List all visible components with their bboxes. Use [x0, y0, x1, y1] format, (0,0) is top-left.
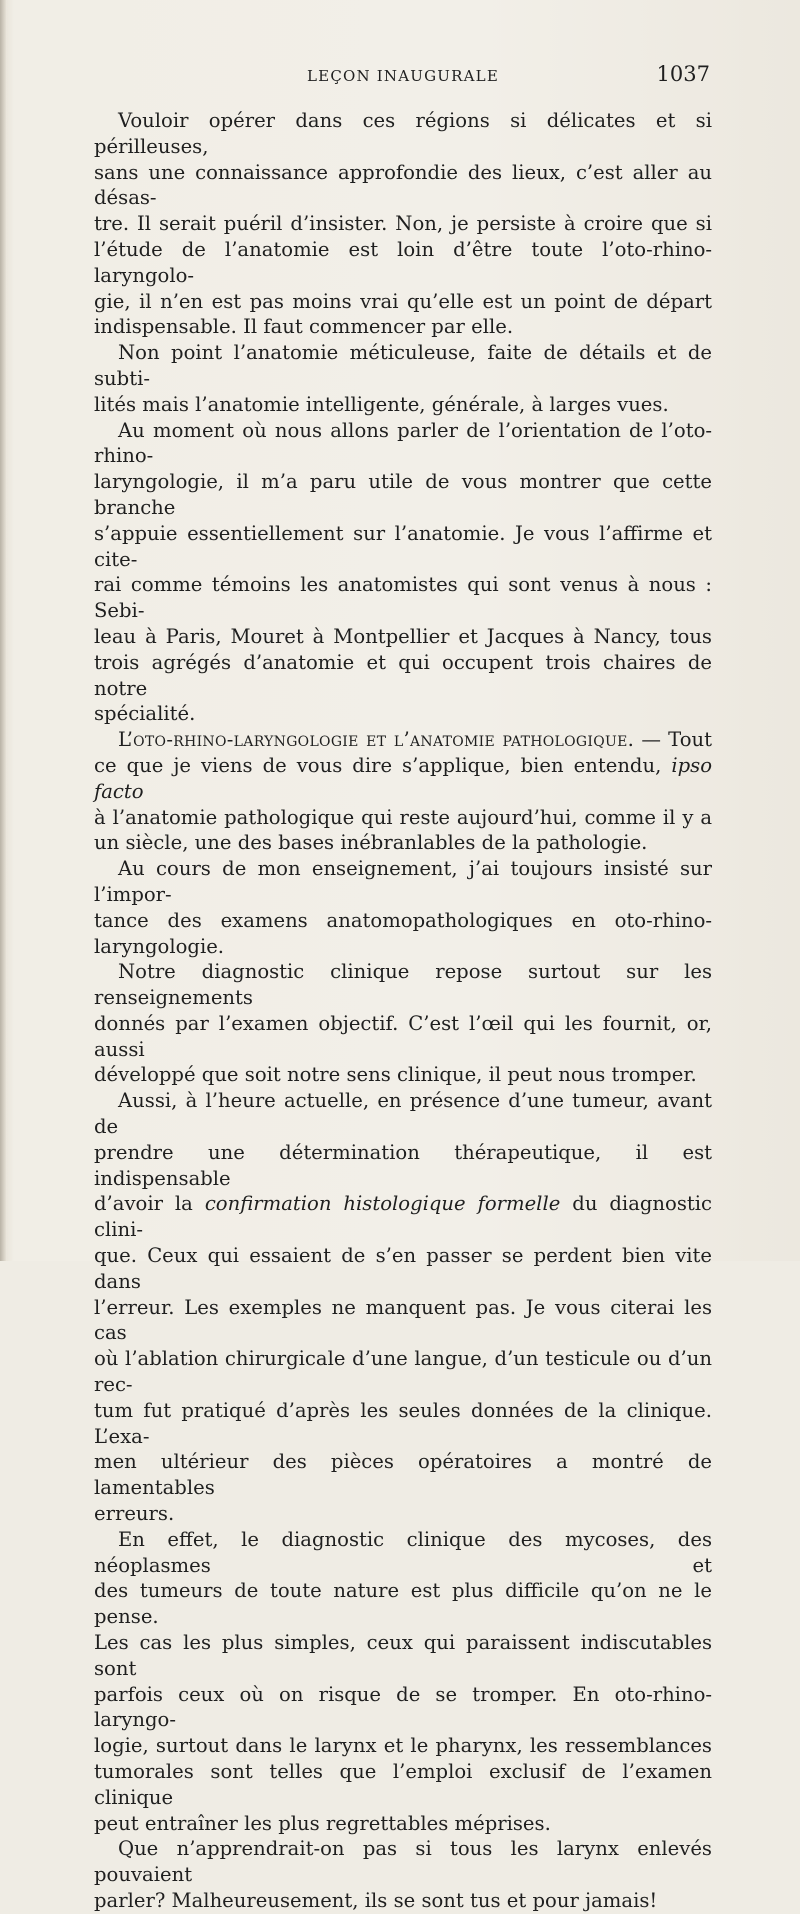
running-head: [96, 60, 710, 90]
text-line: un siècle, une des bases inébranlables de la pathologie.: [94, 831, 648, 855]
italic-phrase: confirmation histologique formelle: [204, 1192, 561, 1216]
paragraph: [94, 1088, 712, 1527]
text-line: Au moment où nous allons parler de l’orientation de l’oto-rhino-: [94, 418, 712, 468]
paragraph: [94, 340, 712, 417]
text-line: tre. Il serait puéril d’insister. Non, je persiste à croire que si: [94, 212, 712, 236]
text-line: s’appuie essentiellement sur l’anatomie. Je vous l’affirme et cite-: [94, 521, 712, 571]
text-line: sans une connaissance approfondie des lieux, c’est aller au désas-: [94, 160, 712, 210]
text-line: à l’anatomie pathologique qui reste aujourd’hui, comme il y a: [94, 805, 712, 829]
text-line: Au cours de mon enseignement, j’ai toujours insisté sur l’impor-: [94, 857, 712, 906]
text-line: Que n’apprendrait-on pas si tous les larynx enlevés pouvaient: [94, 1837, 712, 1887]
text-line: men ultérieur des pièces opératoires a montré de lamentables: [94, 1450, 712, 1500]
text-line: Les cas les plus simples, ceux qui paraissent indiscutables sont: [94, 1631, 712, 1680]
text-line: spécialité.: [94, 702, 196, 726]
text-line: laryngologie, il m’a paru utile de vous montrer que cette branche: [94, 470, 712, 519]
text-line: que. Ceux qui essaient de s’en passer se perdent bien vite dans: [94, 1244, 712, 1293]
paragraph: [94, 727, 712, 856]
text-line: erreurs.: [94, 1502, 175, 1526]
text-line: où l’ablation chirurgicale d’une langue, d’un testicule ou d’un rec-: [94, 1347, 712, 1397]
body-text: [94, 108, 712, 1914]
text-line: des tumeurs de toute nature est plus difficile qu’on ne le pense.: [94, 1579, 712, 1629]
text-line: parler? Malheureusement, ils se sont tus et pour jamais!: [94, 1888, 658, 1912]
text-line: tumorales sont telles que l’emploi exclusif de l’examen clinique: [94, 1760, 712, 1809]
heading-tail: — Tout: [634, 728, 712, 752]
text-line: lités mais l’anatomie intelligente, générale, à larges vues.: [94, 392, 669, 416]
section-heading: L’oto-rhino-laryngologie et l’anatomie pathologique.: [118, 728, 635, 752]
text-line: En effet, le diagnostic clinique des mycoses, des néoplasmes et: [94, 1527, 712, 1577]
paragraph: [94, 1836, 712, 1913]
italic-phrase: ipso facto: [94, 753, 712, 803]
page-edge: [0, 0, 6, 1261]
text-line: trois agrégés d’anatomie et qui occupent trois chaires de notre: [94, 650, 712, 700]
text-line: tance des examens anatomopathologiques en oto-rhino-laryngologie.: [94, 908, 712, 958]
text-line: développé que soit notre sens clinique, il peut nous tromper.: [94, 1063, 697, 1087]
text-line: indispensable. Il faut commencer par elle.: [94, 315, 514, 339]
paragraph: [94, 108, 712, 340]
text-line: l’erreur. Les exemples ne manquent pas. Je vous citerai les cas: [94, 1295, 712, 1345]
paragraph: [94, 418, 712, 728]
text-line: gie, il n’en est pas moins vrai qu’elle est un point de départ: [94, 289, 712, 313]
text-line: donnés par l’examen objectif. C’est l’œil qui les fournit, or, aussi: [94, 1011, 712, 1061]
page-number: 1037: [656, 62, 710, 86]
text-line: parfois ceux où on risque de se tromper. En oto-rhino-laryngo-: [94, 1682, 712, 1732]
paragraph: [94, 959, 712, 1088]
text-line: tum fut pratiqué d’après les seules données de la clinique. L’exa-: [94, 1398, 712, 1448]
text-line: logie, surtout dans le larynx et le pharynx, les ressemblances: [94, 1734, 712, 1758]
text-line: Vouloir opérer dans ces régions si délicates et si périlleuses,: [94, 109, 712, 158]
text-line: l’étude de l’anatomie est loin d’être toute l’oto-rhino-laryngolo-: [94, 237, 712, 287]
text-line: peut entraîner les plus regrettables méprises.: [94, 1811, 551, 1835]
paragraph: [94, 1527, 712, 1837]
text-line: ce que je viens de vous dire s’applique, bien entendu, ipso facto: [94, 753, 712, 803]
text-line: prendre une détermination thérapeutique, il est indispensable: [94, 1140, 712, 1190]
text-line: [94, 727, 712, 753]
text-line: d’avoir la confirmation histologique formelle du diagnostic clini-: [94, 1192, 713, 1242]
text-line: Non point l’anatomie méticuleuse, faite de détails et de subti-: [94, 341, 712, 390]
text-line: rai comme témoins les anatomistes qui sont venus à nous : Sebi-: [94, 573, 712, 623]
text-line: leau à Paris, Mouret à Montpellier et Jacques à Nancy, tous: [94, 624, 712, 648]
text-line: Notre diagnostic clinique repose surtout sur les renseignements: [94, 960, 712, 1010]
text-line: Aussi, à l’heure actuelle, en présence d’une tumeur, avant de: [94, 1089, 712, 1139]
running-title: LEÇON INAUGURALE: [307, 67, 499, 85]
paragraph: [94, 856, 712, 959]
